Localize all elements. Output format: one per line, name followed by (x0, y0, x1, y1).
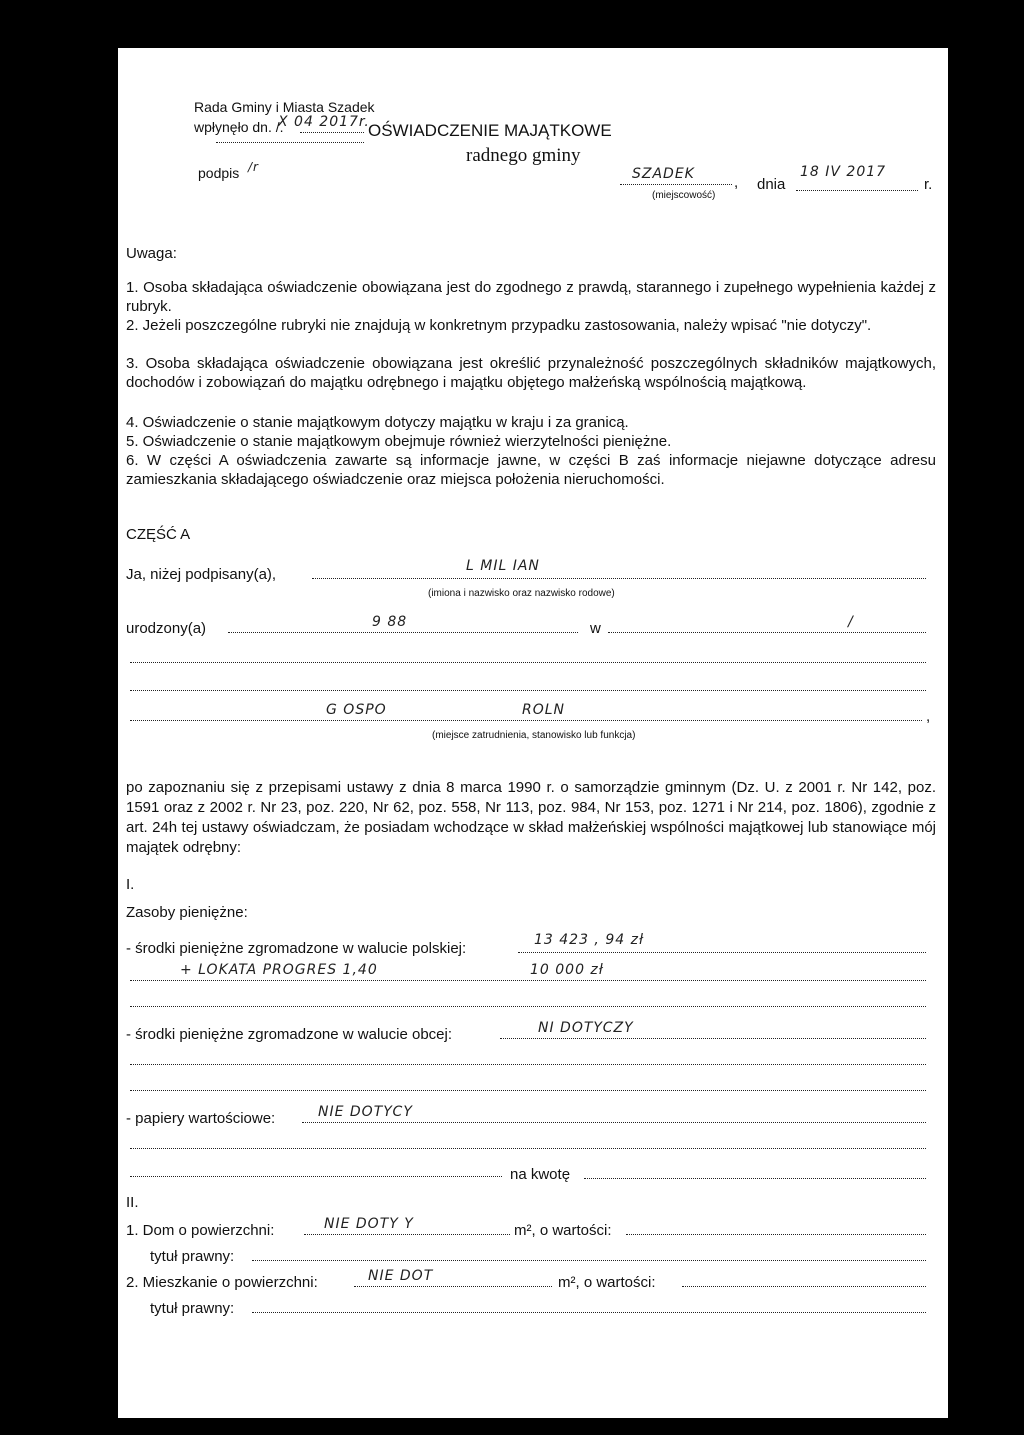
foreign-label: - środki pieniężne zgromadzone w walucie obcej: (126, 1026, 453, 1043)
flat-label: 2. Mieszkanie o powierzchni: (126, 1274, 318, 1291)
flat-title-label: tytuł prawny: (150, 1300, 235, 1317)
blank-line (130, 690, 926, 691)
blank-line (130, 1064, 926, 1065)
date-label: dnia (757, 176, 786, 193)
stamp-signature-handwriting: /r (248, 160, 259, 174)
stamp-dots (216, 142, 364, 143)
amount-label: na kwotę (510, 1166, 571, 1183)
born-label: urodzony(a) (126, 620, 207, 637)
pln-amount-handwriting: 13 423 , 94 zł (534, 932, 644, 948)
blank-line (130, 662, 926, 663)
amount-dots (130, 1176, 502, 1177)
amount-value-dots (584, 1178, 926, 1179)
place-comma: , (734, 174, 739, 191)
statement-paragraph: po zapoznaniu się z przepisami ustawy z dnia 8 marca 1990 r. o samorządzie gminnym (Dz. U. z 2001 r. Nr 142, poz. 1591 oraz z 2002 r. Nr 23, poz. 220, Nr 62, poz. 558, Nr 113, poz. 984, Nr 153, poz. 1271 i Nr 214, poz. 1806), zgodnie z art. 24h tej ustawy oświadczam, że posiadam wchodzące w skład małżeńskiej wspólności majątkowej lub stanowiące mój majątek odrębny: (126, 779, 936, 856)
stamp-line-1: Rada Gminy i Miasta Szadek (194, 99, 375, 115)
position-handwriting: ROLN (522, 702, 566, 718)
house-title-dots (252, 1260, 926, 1261)
name-dots (312, 578, 926, 579)
foreign-handwriting: NI DOTYCZY (538, 1020, 634, 1036)
date-handwriting: 18 IV 2017 (800, 164, 887, 180)
date-suffix: r. (924, 176, 933, 193)
house-handwriting: NIE DOTY Y (324, 1216, 414, 1232)
job-caption: (miejsce zatrudnienia, stanowisko lub funkcja) (432, 730, 636, 741)
document-subtitle: radnego gminy (466, 145, 581, 166)
note-1: 1. Osoba składająca oświadczenie obowiązana jest do zgodnego z prawdą, starannego i zupełnego wypełnienia każdej z rubryk. (126, 279, 936, 315)
date-dots (796, 190, 918, 191)
house-value-dots (626, 1234, 926, 1235)
foreign-dots (500, 1038, 926, 1039)
deposit-amount-handwriting: 10 000 zł (530, 962, 604, 978)
flat-title-dots (252, 1312, 926, 1313)
note-3: 3. Osoba składająca oświadczenie obowiązana jest określić przynależność poszczególnych składników majątkowych, dochodów i zobowiązań do majątku odrębnego i majątku objętego małżeńską wspólnością majątkową. (126, 355, 936, 391)
stamp-date-handwriting: X 04 2017r. (278, 114, 370, 130)
securities-handwriting: NIE DOTYCY (318, 1104, 413, 1120)
note-4: 4. Oświadczenie o stanie majątkowym dotyczy majątku w kraju i za granicą. (126, 414, 629, 431)
note-5: 5. Oświadczenie o stanie majątkowym obejmuje również wierzytelności pieniężne. (126, 433, 672, 450)
stamp-line-2: wpłynęło dn. /. (194, 119, 284, 135)
section-2-number: II. (126, 1194, 139, 1211)
house-area-dots (304, 1234, 510, 1235)
note-2: 2. Jeżeli poszczególne rubryki nie znajdują w konkretnym przypadku zastosowania, należy wpisać "nie dotyczy". (126, 317, 872, 334)
place-handwriting: SZADEK (632, 166, 695, 182)
stamp-signature-label: podpis (198, 165, 240, 181)
flat-area-dots (354, 1286, 552, 1287)
section-1-number: I. (126, 876, 135, 893)
flat-handwriting: NIE DOT (368, 1268, 434, 1284)
deposit-handwriting: + LOKATA PROGRES 1,40 (180, 962, 378, 978)
place-caption: (miejscowość) (652, 190, 716, 201)
pln-dots-2 (130, 980, 926, 981)
job-comma: , (926, 708, 931, 725)
signed-name-handwriting: L MIL IAN (466, 558, 540, 574)
section-1-heading: Zasoby pieniężne: (126, 904, 248, 921)
securities-label: - papiery wartościowe: (126, 1110, 276, 1127)
employer-handwriting: G OSPO (326, 702, 387, 718)
note-6: 6. W części A oświadczenia zawarte są informacje jawne, w części B zaś informacje niejawne dotyczące adresu zamieszkania składającego oświadczenie oraz miejsca położenia nieruchomości. (126, 452, 936, 488)
house-unit-label: m², o wartości: (514, 1222, 612, 1239)
job-dots (130, 720, 922, 721)
document-title: OŚWIADCZENIE MAJĄTKOWE (368, 121, 612, 140)
name-caption: (imiona i nazwisko oraz nazwisko rodowe) (428, 588, 615, 599)
pln-label: - środki pieniężne zgromadzone w walucie polskiej: (126, 940, 467, 957)
born-place-handwriting: / (848, 614, 854, 630)
notes-heading: Uwaga: (126, 245, 177, 262)
flat-value-dots (682, 1286, 926, 1287)
blank-line (130, 1148, 926, 1149)
securities-dots (302, 1122, 926, 1123)
stamp-dots (300, 132, 364, 133)
house-label: 1. Dom o powierzchni: (126, 1222, 275, 1239)
pln-dots (518, 952, 926, 953)
flat-unit-label: m², o wartości: (558, 1274, 656, 1291)
house-title-label: tytuł prawny: (150, 1248, 235, 1265)
place-dots (620, 184, 732, 185)
part-a-heading: CZĘŚĆ A (126, 526, 191, 543)
born-year-handwriting: 9 88 (372, 614, 408, 630)
born-dots (228, 632, 578, 633)
born-in-dots (608, 632, 926, 633)
born-in-label: w (590, 620, 601, 637)
blank-line (130, 1006, 926, 1007)
signed-label: Ja, niżej podpisany(a), (126, 566, 277, 583)
blank-line (130, 1090, 926, 1091)
